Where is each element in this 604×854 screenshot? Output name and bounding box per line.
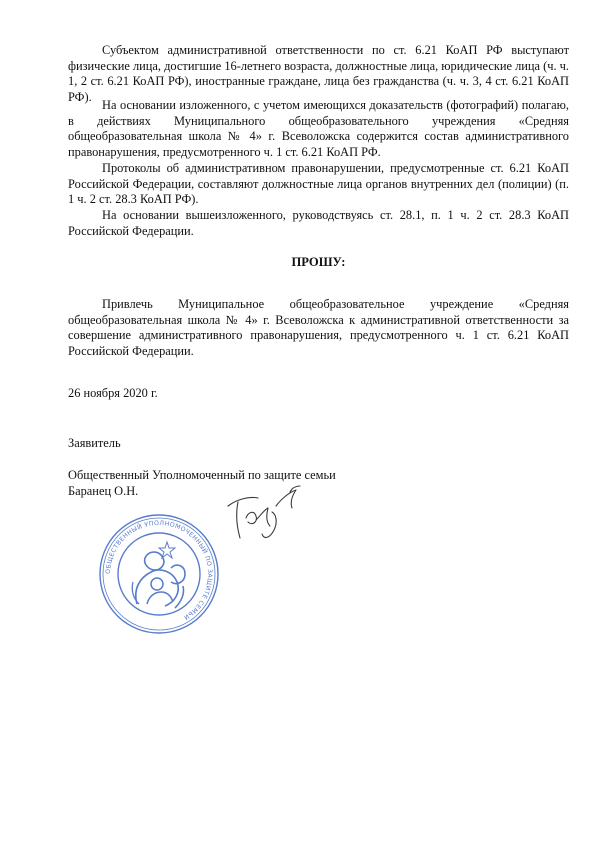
- paragraph-conclusion: На основании изложенного, с учетом имеющихся доказательств (фотографий) полагаю, в действиях Муниципального общеобразовательного учреждения «Средняя общеобразовательная школа № 4» г. Всеволожска содержится состав административного правонарушения, предусмотренного ч. 1 ст. 6.21 КоАП РФ.: [68, 98, 569, 159]
- document-date: 26 ноября 2020 г.: [68, 386, 158, 400]
- official-stamp-seal: [97, 512, 221, 636]
- paragraph-subject: Субъектом административной ответственности по ст. 6.21 КоАП РФ выступают физические лица, достигшие 16-летнего возраста, должностные лица, юридические лица (ч. ч. 1, 2 ст. 6.21 КоАП РФ), иностранные граждане, лица без гражданства (ч. ч. 3, 4 ст. 6.21 КоАП РФ).: [68, 43, 569, 104]
- request-heading: ПРОШУ:: [291, 255, 346, 269]
- applicant-name: Баранец О.Н.: [68, 484, 139, 498]
- paragraph-request: Привлечь Муниципальное общеобразовательное учреждение «Средняя общеобразовательная школа № 4» г. Всеволожска к административной ответственности за совершение административного правонарушения, предусмотренного ч. 1 ст. 6.21 КоАП Российской Федерации.: [68, 297, 569, 358]
- applicant-title: Общественный Уполномоченный по защите семьи: [68, 468, 336, 482]
- applicant-label: Заявитель: [68, 436, 121, 450]
- handwritten-signature: [216, 482, 308, 544]
- paragraph-basis: На основании вышеизложенного, руководствуясь ст. 28.1, п. 1 ч. 2 ст. 28.3 КоАП Российской Федерации.: [68, 208, 569, 238]
- stamp-arc-text: ОБЩЕСТВЕННЫЙ УПОЛНОМОЧЕННЫЙ ПО ЗАЩИТЕ СЕМЬИ: [104, 519, 214, 621]
- paragraph-protocols: Протоколы об административном правонарушении, предусмотренные ст. 6.21 КоАП Российской Федерации, составляют должностные лица органов внутренних дел (полиции) (п. 1 ч. 2 ст. 28.3 КоАП РФ).: [68, 161, 569, 206]
